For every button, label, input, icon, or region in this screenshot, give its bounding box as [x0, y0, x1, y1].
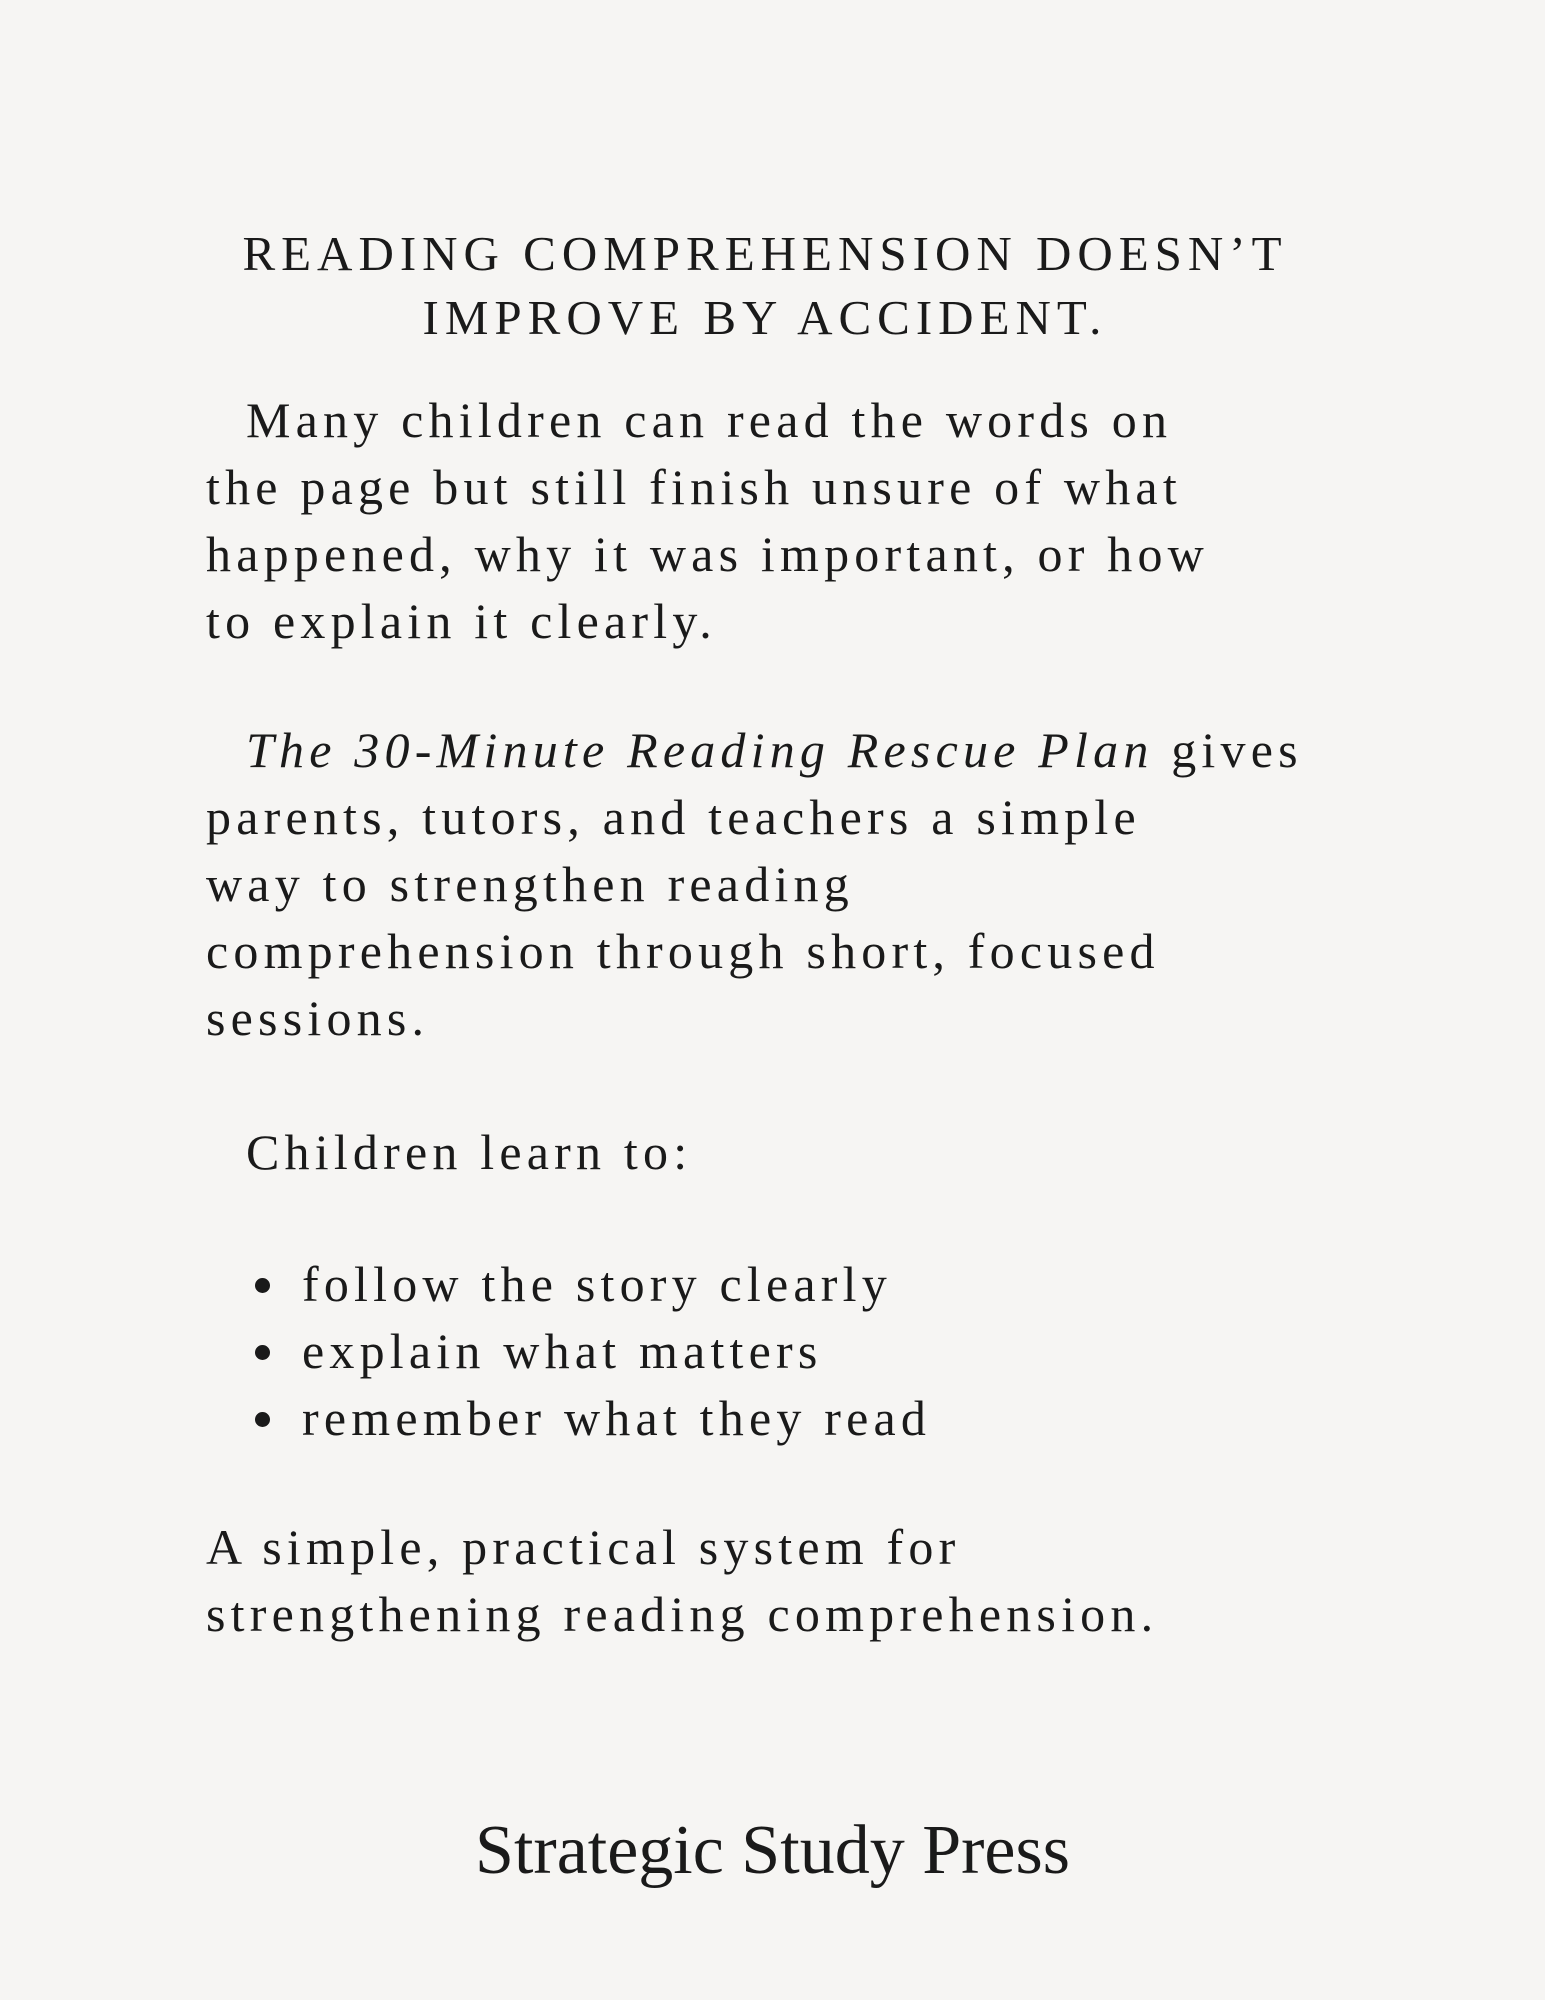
intro-line-2: the page but still finish unsure of what — [206, 459, 1182, 515]
learning-intro — [206, 1119, 1346, 1186]
summary-line-2: strengthening reading comprehension. — [206, 1586, 1159, 1642]
book-title: The 30-Minute Reading Rescue Plan — [246, 722, 1154, 778]
bullet-icon — [255, 1345, 270, 1360]
description-line-2: parents, tutors, and teachers a simple — [206, 789, 1141, 845]
list-item-text: follow the story clearly — [302, 1256, 892, 1312]
summary-line-1: A simple, practical system for — [206, 1519, 961, 1575]
intro-line-3: happened, why it was important, or how — [206, 526, 1209, 582]
book-description-paragraph — [206, 717, 1346, 1052]
list-item — [255, 1318, 931, 1385]
list-item — [255, 1385, 931, 1452]
publisher-name: Strategic Study Press — [475, 1812, 1070, 1889]
bullet-icon — [255, 1278, 270, 1293]
intro-line-1: Many children can read the words on — [246, 392, 1173, 448]
bullet-icon — [255, 1412, 270, 1427]
page-heading — [160, 222, 1370, 350]
list-item-text: explain what matters — [302, 1323, 823, 1379]
summary-paragraph — [206, 1514, 1346, 1648]
description-line-3: way to strengthen reading — [206, 856, 854, 912]
heading-line-2: IMPROVE BY ACCIDENT. — [422, 290, 1108, 345]
description-line-5: sessions. — [206, 990, 430, 1046]
intro-paragraph — [206, 387, 1346, 655]
list-item-text: remember what they read — [302, 1390, 932, 1446]
list-item — [255, 1251, 931, 1318]
description-line-1 — [206, 717, 1346, 784]
intro-line-4: to explain it clearly. — [206, 593, 718, 649]
learning-outcomes-list — [255, 1251, 931, 1452]
description-line-1-rest: gives — [1153, 722, 1303, 778]
description-line-4: comprehension through short, focused — [206, 923, 1160, 979]
heading-line-1: READING COMPREHENSION DOESN’T — [242, 226, 1288, 281]
learning-intro-text: Children learn to: — [246, 1124, 693, 1180]
